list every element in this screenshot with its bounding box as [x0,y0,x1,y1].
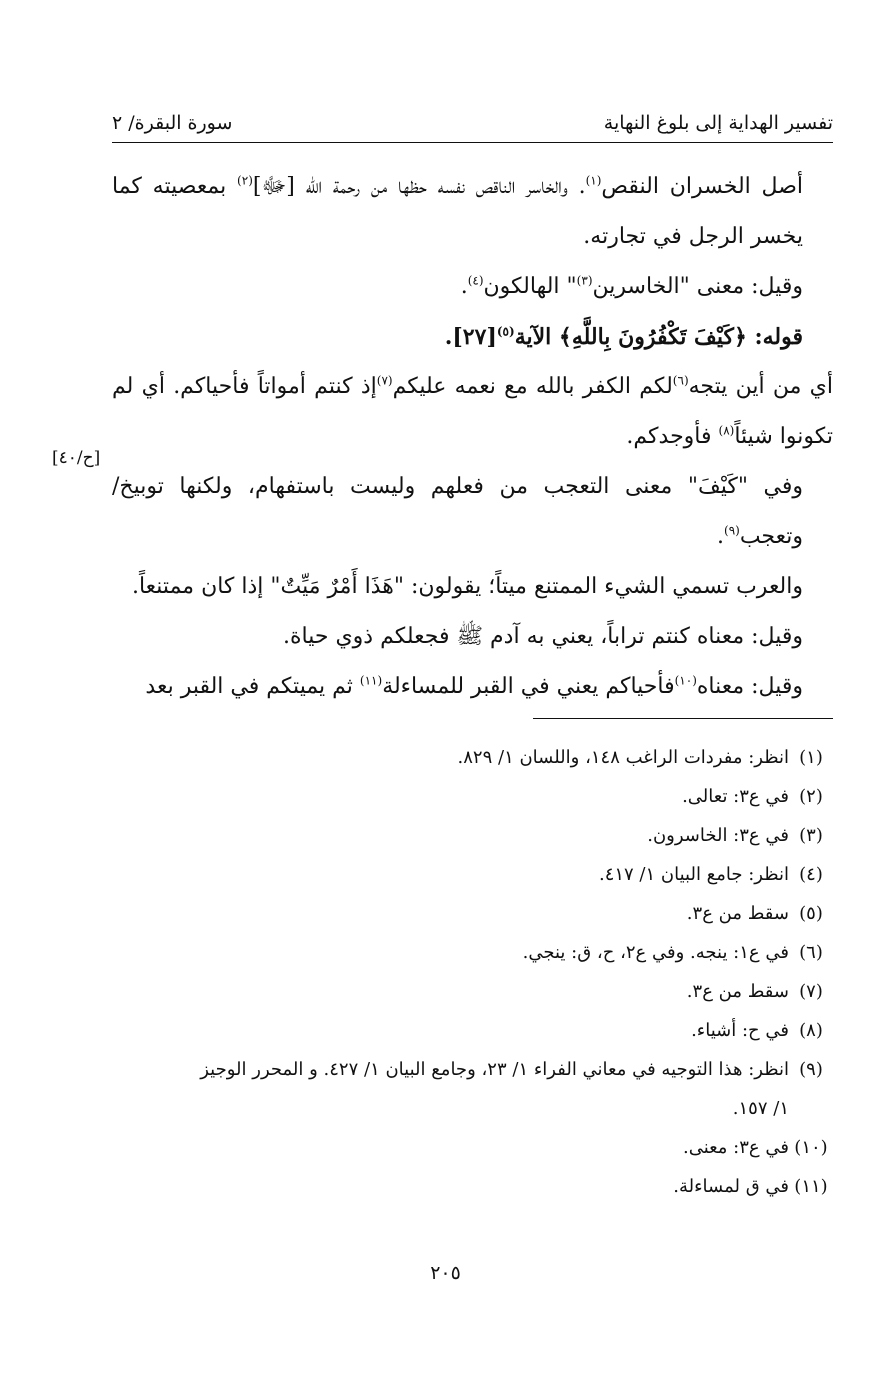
footnotes-list [112,738,833,1206]
surah-label: سورة البقرة/ ٢ [112,112,233,134]
text-run: بمعصيته كما يخسر الرجل في تجارته. [112,174,803,249]
footnote-ref: (١٠) [674,673,697,688]
footnote-ref: (٨) [718,423,735,438]
footnote-text: انظر: مفردات الراغب ١٤٨، واللسان ١/ ٨٢٩. [457,747,789,768]
text-run: ثم يميتكم في القبر بعد [145,674,360,699]
footnote [112,1167,833,1206]
text-run: لكم الكفر بالله مع نعمه عليكم [392,374,673,399]
footnote [112,1011,833,1050]
main-text [112,162,833,712]
page-number: ٢٠٥ [430,1262,461,1284]
manuscript-folio-marker: [ح/٤٠] [52,448,101,468]
footnote [112,855,833,894]
paragraph-2 [112,262,833,312]
text-run: وقيل: معناه [696,674,803,699]
footnote-number: (٩) [799,1059,823,1080]
footnote-text: انظر: جامع البيان ١/ ٤١٧. [598,864,789,885]
footnote [112,894,833,933]
running-header [112,104,833,143]
footnote-number: (٣) [799,825,823,846]
footnote-text: في ح: أشياء. [691,1020,789,1041]
text-run: " الهالكون [483,274,577,299]
text-run: وفي "كَيْفَ" معنى التعجب من فعلهم وليست باستفهام، ولكنها توبيخ/ وتعجب [112,474,803,549]
footnote-separator [533,718,833,719]
text-run: إذ كنتم أمواتاً فأحياكم. أي لم تكونوا شيئاً [112,374,833,449]
footnote-number: (٥) [799,903,823,924]
footnote-ref: (١١) [359,673,383,688]
paragraph-4 [112,362,833,462]
footnote-text: في ع٣: معنى. [682,1137,789,1158]
footnote [112,816,833,855]
text-run: فأوجدكم. [626,424,719,449]
footnote-number: (١١) [794,1176,828,1197]
footnote [112,777,833,816]
paragraph-3 [112,312,833,362]
footnote-ref: (٢) [237,173,253,188]
footnote [112,738,833,777]
text-run: فأحياكم يعني في القبر للمساءلة [382,674,675,699]
text-run: وقيل: معنى "الخاسرين [592,274,803,299]
paragraph-6: والعرب تسمي الشيء الممتنع ميتاً؛ يقولون: "هَذَا أَمْرٌ مَيِّتٌ" إذا كان ممتنعاً. [131,574,803,599]
footnote-text: سقط من ع٣. [686,981,789,1002]
footnote-number: (٢) [799,786,823,807]
footnote-number: (٤) [799,864,823,885]
verse-number: [٢٧]. [444,324,497,350]
footnote-ref: (١) [585,173,602,188]
footnote-ref: (٥) [496,324,515,339]
footnote-ref: (٩) [724,523,740,538]
text-run: . [460,274,468,299]
footnote [112,1128,833,1167]
footnote-text: في ع١: ينجه. وفي ع٢، ح، ق: ينجي. [522,942,789,963]
footnote-text: انظر: هذا التوجيه في معاني الفراء ١/ ٢٣، وجامع البيان ١/ ٤٢٧. و المحرر الوجيز [200,1059,789,1080]
text-run: . والخاسر الناقص نفسه حظها من رحمة الله [ﷻ] [252,174,586,199]
footnote-text: في ق لمساءلة. [673,1176,789,1197]
footnote [112,933,833,972]
footnote-ref: (٧) [376,373,393,388]
footnote-ref: (٣) [576,273,593,288]
quran-verse: قوله: ﴿كَيْفَ تَكْفُرُونَ بِاللَّهِ﴾ الآية [514,324,803,350]
footnote-number: (١٠) [794,1137,828,1158]
footnote-text: سقط من ع٣. [686,903,789,924]
text-run: أصل الخسران النقص [601,174,803,199]
paragraph-8 [112,662,833,712]
footnote-continuation: ١/ ١٥٧. [732,1098,789,1119]
footnote-number: (٧) [799,981,823,1002]
footnote [112,1050,833,1089]
paragraph-1 [112,162,833,262]
footnote-text: في ع٣: تعالى. [682,786,789,807]
footnote-number: (٦) [799,942,823,963]
book-title: تفسير الهداية إلى بلوغ النهاية [603,112,833,134]
footnote-number: (١) [799,747,823,768]
footnote [112,972,833,1011]
text-run: . [717,524,724,549]
footnote-ref: (٤) [467,273,484,288]
paragraph-7: وقيل: معناه كنتم تراباً، يعني به آدم ﷺ فجعلكم ذوي حياة. [283,624,803,649]
footnote-ref: (٦) [672,373,689,388]
paragraph-5 [112,462,833,562]
text-run: أي من أين يتجه [688,374,834,399]
footnote-number: (٨) [799,1020,823,1041]
footnote-text: في ع٣: الخاسرون. [647,825,789,846]
